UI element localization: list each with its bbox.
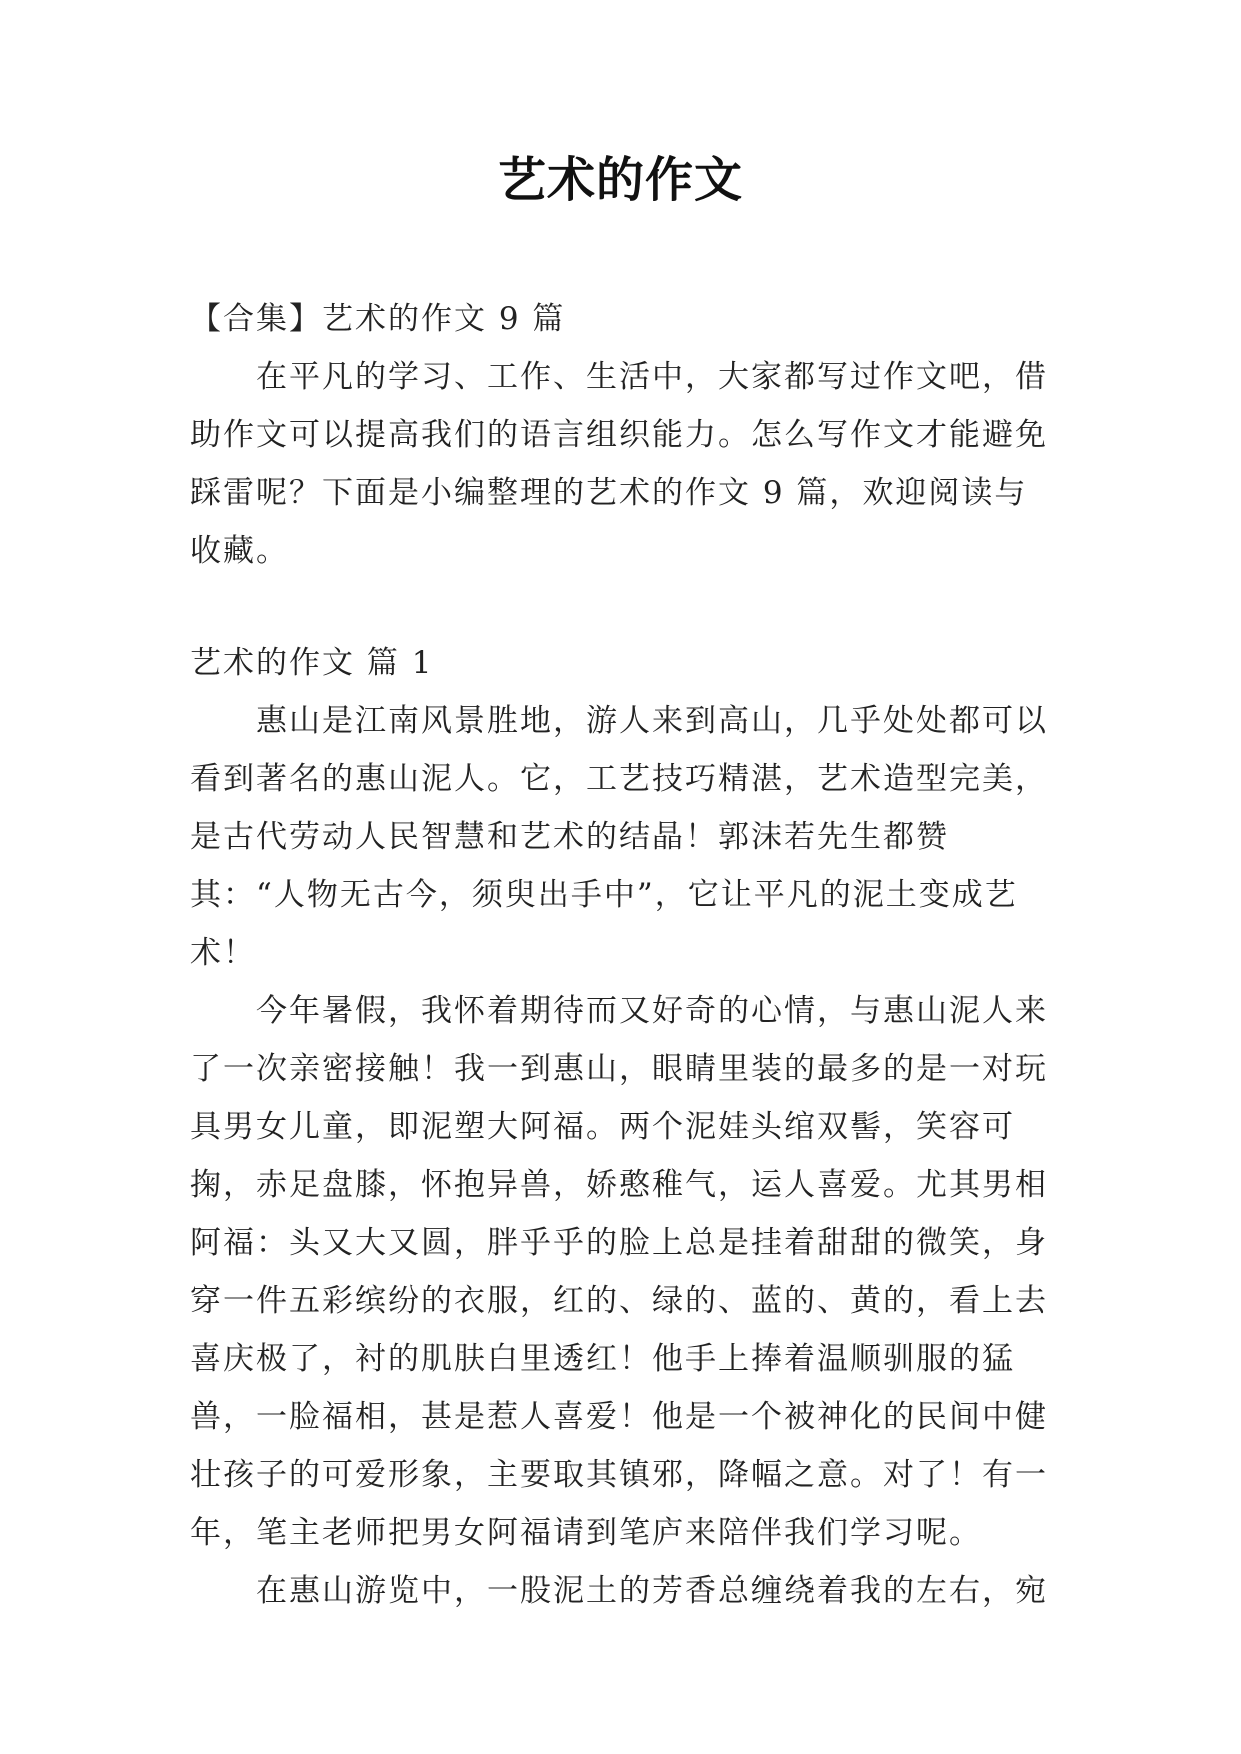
intro-paragraph: 在平凡的学习、工作、生活中，大家都写过作文吧，借助作文可以提高我们的语言组织能力。怎么写作文才能避免踩雷呢？下面是小编整理的艺术的作文 9 篇，欢迎阅读与收藏。 — [190, 359, 1048, 569]
document-title: 艺术的作文 — [497, 152, 743, 208]
section-heading: 艺术的作文 篇 1 — [190, 645, 434, 681]
section-paragraph: 在惠山游览中，一股泥土的芳香总缠绕着我的左右，宛 — [256, 1573, 1048, 1609]
section-body — [190, 692, 1055, 1620]
collection-line: 【合集】艺术的作文 9 篇 — [190, 301, 566, 337]
section-paragraph: 今年暑假，我怀着期待而又好奇的心情，与惠山泥人来了一次亲密接触！我一到惠山，眼睛里装的最多的是一对玩具男女儿童，即泥塑大阿福。两个泥娃头绾双髻，笑容可掬，赤足盘膝，怀抱异兽，娇憨稚气，运人喜爱。尤其男相阿福：头又大又圆，胖乎乎的脸上总是挂着甜甜的微笑，身穿一件五彩缤纷的衣服，红的、绿的、蓝的、黄的，看上去喜庆极了，衬的肌肤白里透红！他手上捧着温顺驯服的猛兽，一脸福相，甚是惹人喜爱！他是一个被神化的民间中健壮孩子的可爱形象，主要取其镇邪，降幅之意。对了！有一年，笔主老师把男女阿福请到笔庐来陪伴我们学习呢。 — [190, 993, 1048, 1551]
section-paragraph: 惠山是江南风景胜地，游人来到高山，几乎处处都可以看到著名的惠山泥人。它，工艺技巧精湛，艺术造型完美，是古代劳动人民智慧和艺术的结晶！郭沫若先生都赞其：“人物无古今，须臾出手中”，它让平凡的泥土变成艺术！ — [190, 703, 1048, 971]
